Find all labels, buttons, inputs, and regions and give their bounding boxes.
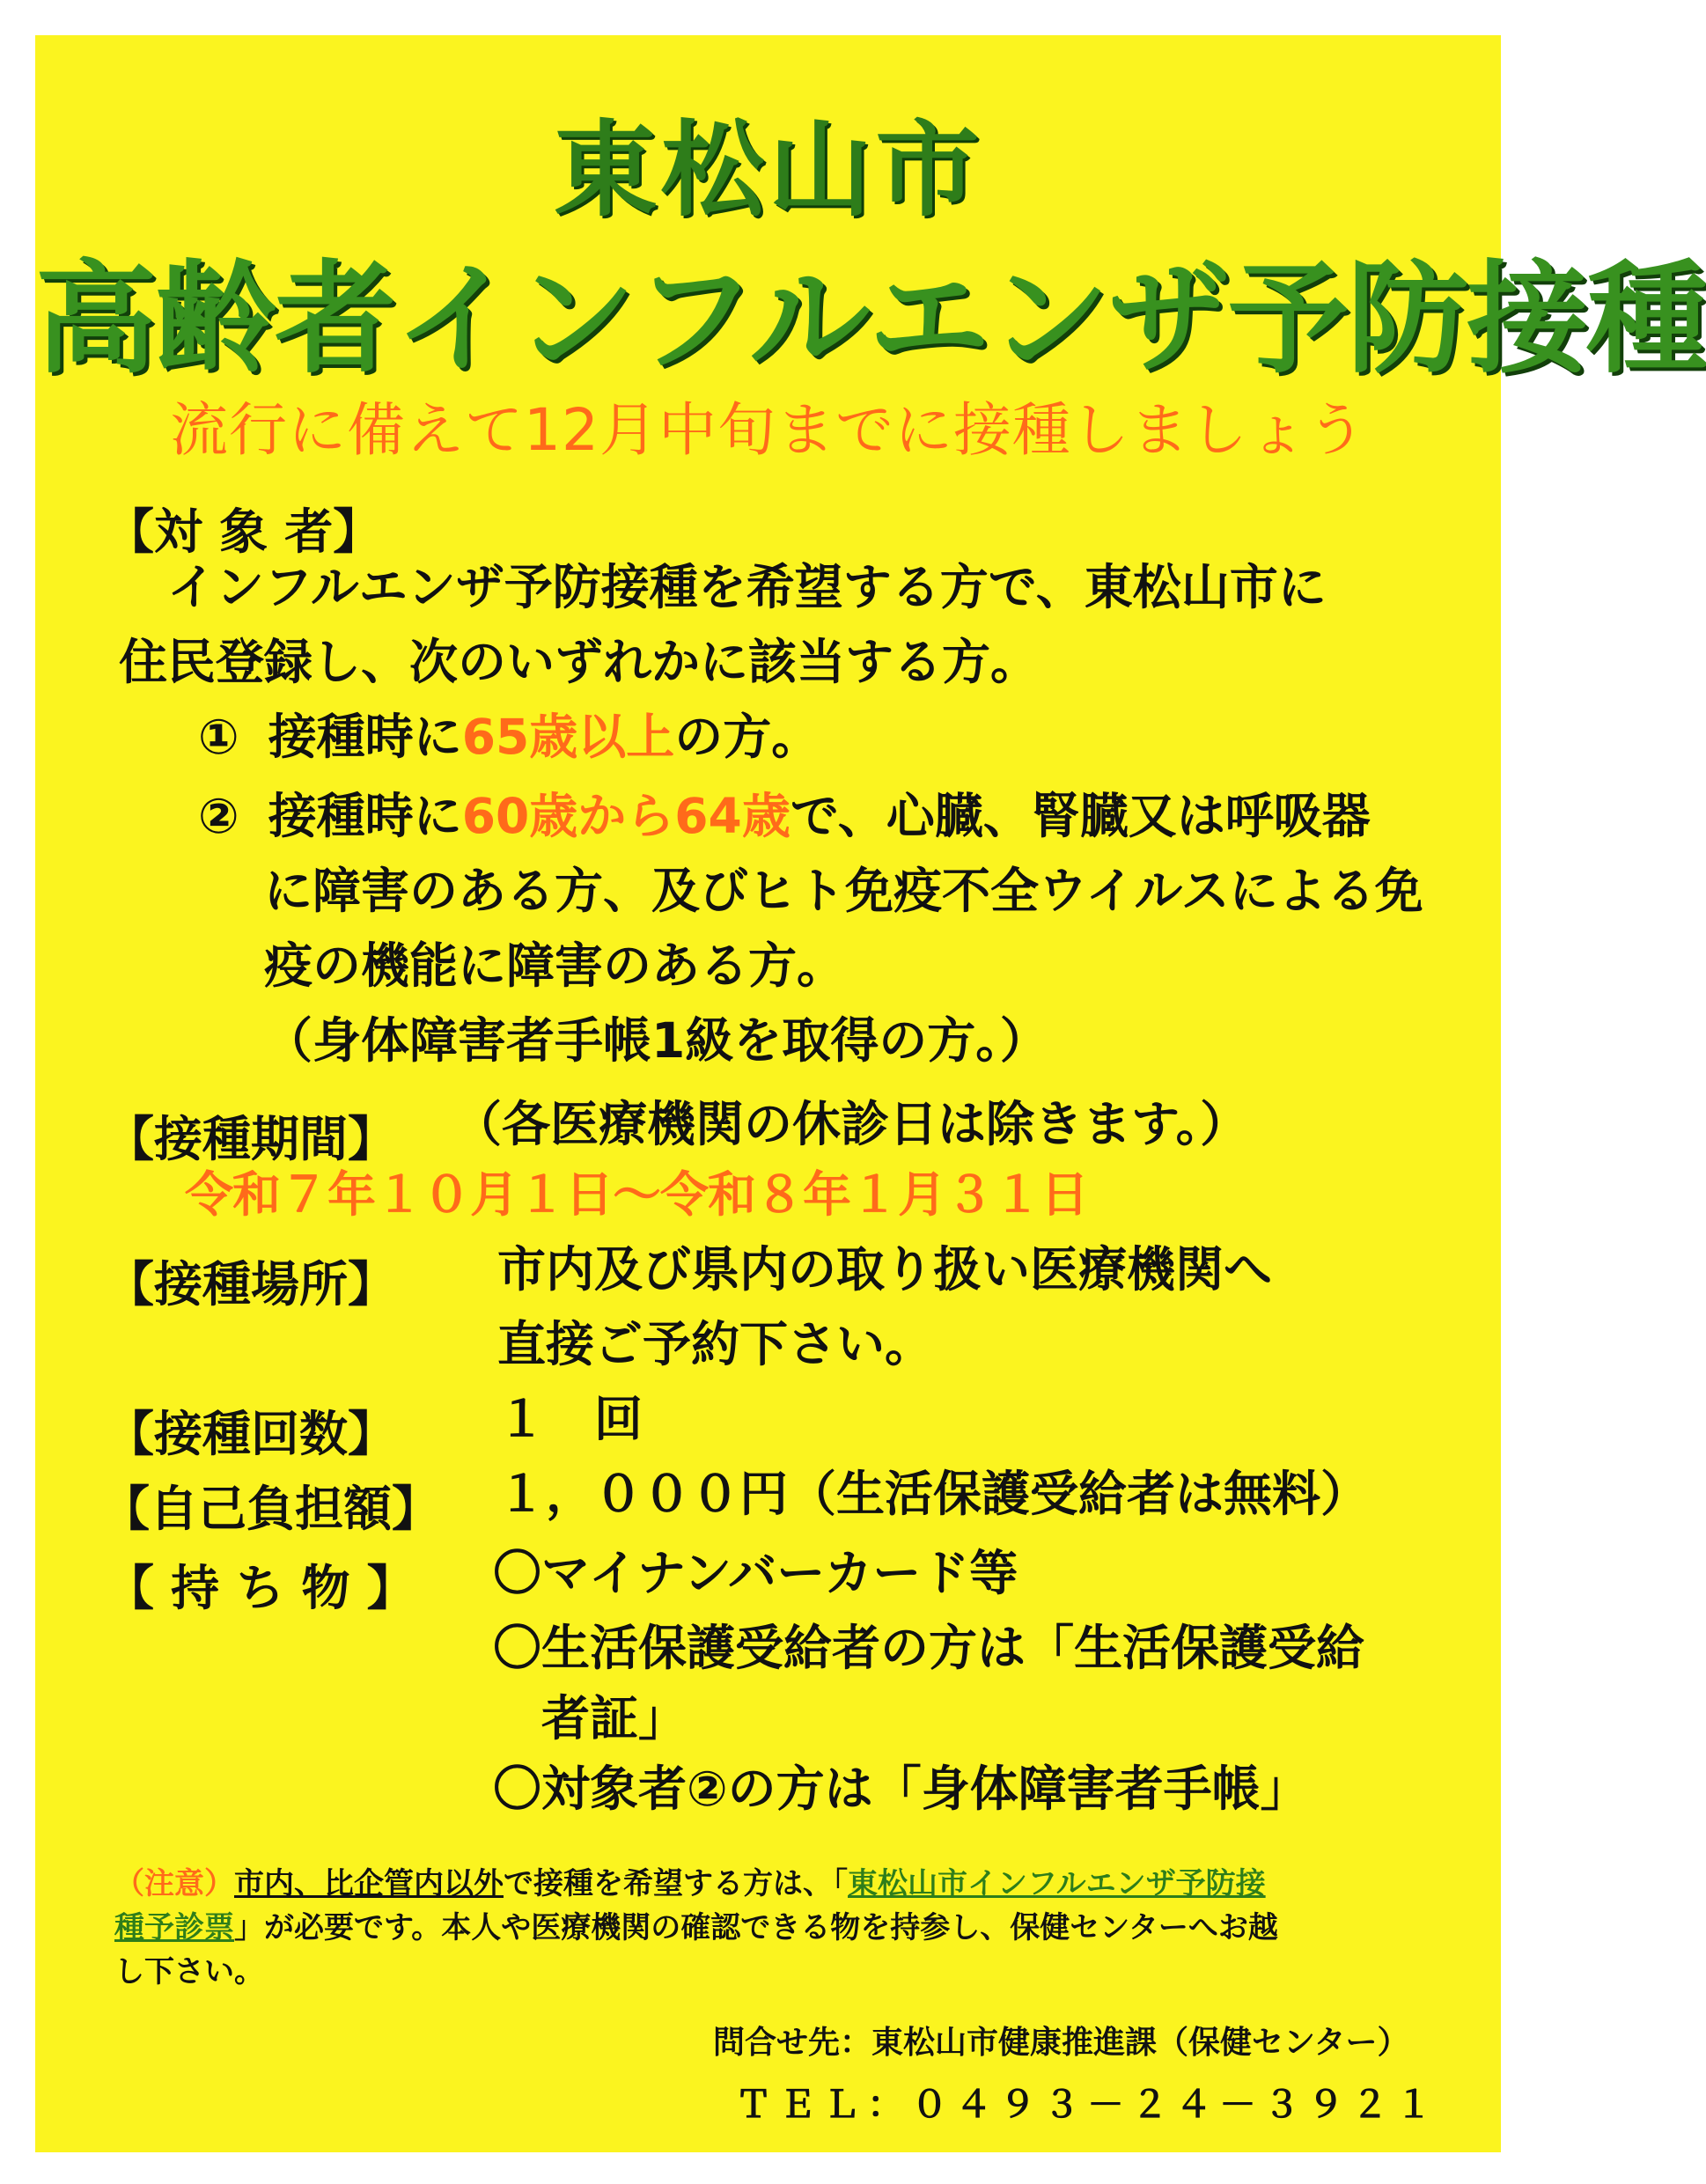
item-text: 接種時に	[268, 709, 462, 765]
target-line1: インフルエンザ予防接種を希望する方で、東松山市に	[167, 559, 1327, 615]
target-item-2-line3: 疫の機能に障害のある方。	[264, 938, 846, 994]
notice-prefix: （注意）	[114, 1866, 234, 1901]
items-item-2b: 者証」	[541, 1690, 688, 1746]
age-highlight: 65歳以上	[461, 709, 675, 765]
form-name-link: 東松山市インフルエンザ予防接	[848, 1866, 1266, 1901]
subtitle: 流行に備えて12月中旬までに接種しましょう	[170, 396, 1366, 464]
notice-line-2	[114, 1910, 1278, 1945]
target-line2: 住民登録し、次のいずれかに該当する方。	[119, 634, 1040, 690]
target-item-1	[198, 709, 820, 765]
item-text: 接種時に	[268, 788, 462, 844]
item-number: ②	[198, 788, 239, 844]
target-item-2-line4: （身体障害者手帳1級を取得の方。）	[264, 1012, 1048, 1069]
item-text: で、心臓、腎臓又は呼吸器	[790, 788, 1371, 844]
count-heading: 【接種回数】	[106, 1406, 397, 1462]
notice-area: 市内、比企管内以外	[234, 1866, 504, 1901]
notice-text: で接種を希望する方は、「	[504, 1866, 848, 1901]
city-name: 東松山市	[553, 109, 983, 231]
fee-heading: 【自己負担額】	[101, 1481, 441, 1537]
contact-label: 問合せ先：東松山市健康推進課（保健センター）	[713, 2025, 1409, 2061]
items-item-2: 〇生活保護受給者の方は「生活保護受給	[493, 1620, 1365, 1676]
notice-text: 」が必要です。本人や医療機関の確認できる物を持参し、保健センターへお越	[234, 1910, 1278, 1945]
place-line2: 直接ご予約下さい。	[497, 1316, 934, 1372]
target-item-2-line2: に障害のある方、及びヒト免疫不全ウイルスによる免	[264, 863, 1423, 919]
count-value: １ 回	[497, 1391, 643, 1447]
period-heading: 【接種期間】	[106, 1111, 397, 1167]
notice-line-1	[114, 1866, 1266, 1901]
items-item-1: 〇マイナンバーカード等	[493, 1545, 1018, 1601]
target-heading: 【対 象 者】	[106, 504, 382, 560]
period-dates: 令和７年１０月１日～令和８年１月３１日	[185, 1166, 1089, 1223]
poster	[35, 35, 1706, 2152]
contact-tel: ＴＥＬ：０４９３－２４－３９２１	[735, 2083, 1440, 2126]
item-number: ①	[198, 709, 239, 765]
age-highlight: 60歳から64歳	[461, 788, 790, 844]
target-item-2	[198, 788, 1371, 844]
place-heading: 【接種場所】	[106, 1256, 397, 1313]
period-note: （各医療機関の休診日は除きます。）	[453, 1096, 1249, 1152]
fee-value: １，０００円（生活保護受給者は無料）	[497, 1466, 1370, 1522]
page-title: 高齢者インフルエンザ予防接種	[35, 248, 1706, 390]
items-heading: 【 持 ち 物 】	[106, 1560, 415, 1616]
notice-line-3: し下さい。	[114, 1954, 264, 1989]
item-text: の方。	[674, 709, 820, 765]
form-name-link-cont: 種予診票	[114, 1910, 234, 1945]
place-line1: 市内及び県内の取り扱い医療機関へ	[497, 1241, 1273, 1298]
items-item-3: 〇対象者②の方は「身体障害者手帳」	[493, 1761, 1309, 1817]
